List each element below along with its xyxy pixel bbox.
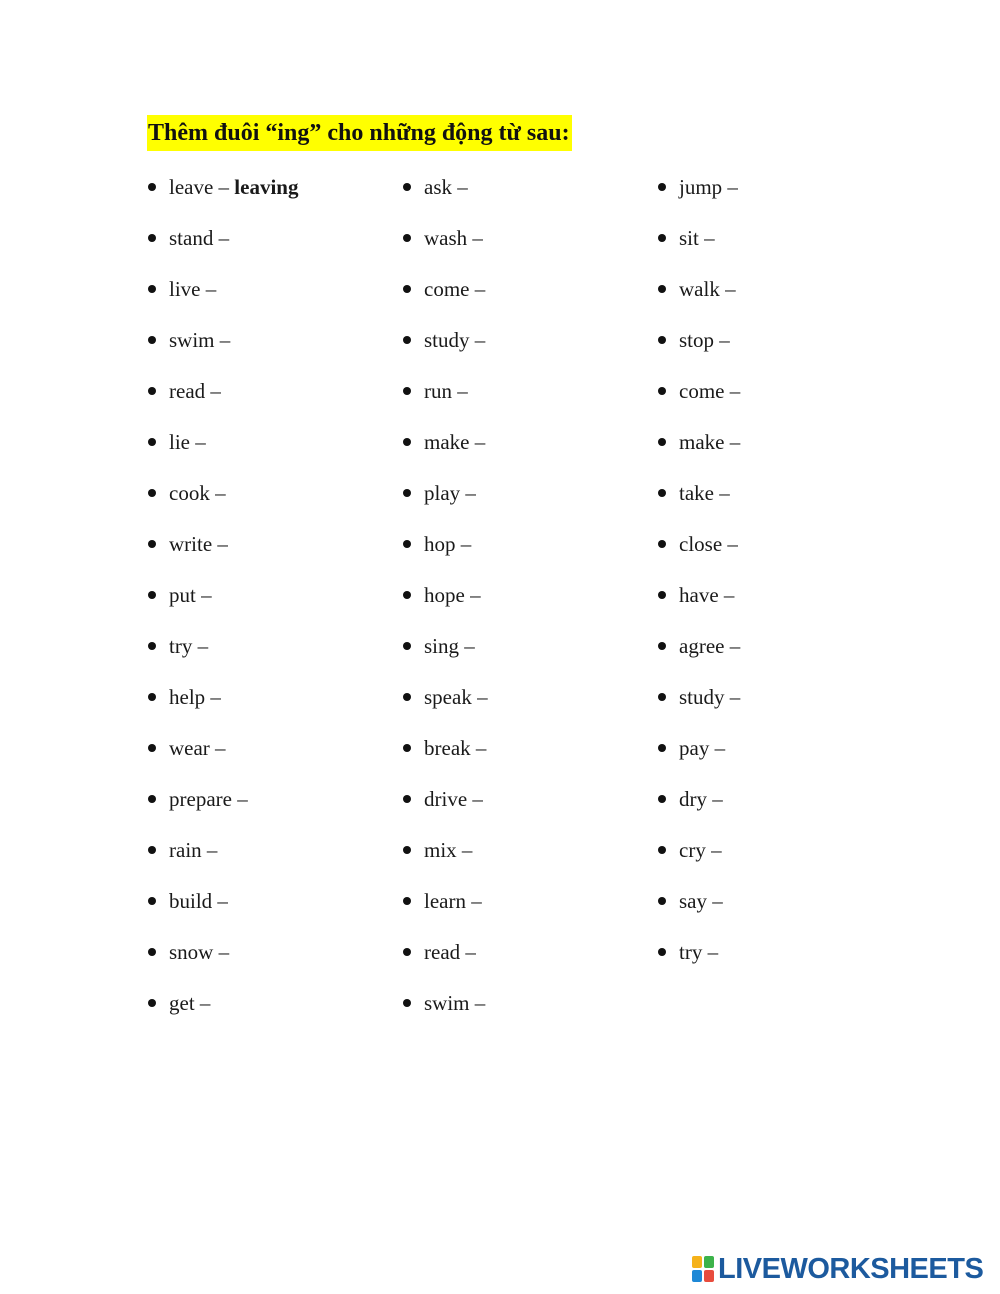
bullet-icon <box>658 540 666 548</box>
verb-word: cook – <box>169 481 226 505</box>
verb-item <box>400 626 488 677</box>
bullet-icon <box>148 285 156 293</box>
verb-item <box>400 932 488 983</box>
bullet-icon <box>658 336 666 344</box>
bullet-icon <box>658 948 666 956</box>
verb-item <box>145 728 298 779</box>
verb-word: snow – <box>169 940 230 964</box>
verb-item <box>400 575 488 626</box>
bullet-icon <box>403 285 411 293</box>
bullet-icon <box>403 744 411 752</box>
verb-word: build – <box>169 889 228 913</box>
verb-word: come – <box>679 379 741 403</box>
bullet-icon <box>658 693 666 701</box>
verb-word: sit – <box>679 226 715 250</box>
verb-word: live – <box>169 277 217 301</box>
bullet-icon <box>403 489 411 497</box>
bullet-icon <box>658 285 666 293</box>
verb-item <box>145 932 298 983</box>
verb-word: drive – <box>424 787 483 811</box>
verb-item <box>145 830 298 881</box>
bullet-icon <box>658 642 666 650</box>
verb-word: dry – <box>679 787 723 811</box>
bullet-icon <box>658 897 666 905</box>
verb-item <box>655 167 740 218</box>
liveworksheets-logo-icon <box>692 1256 714 1282</box>
bullet-icon <box>658 438 666 446</box>
verb-word: mix – <box>424 838 473 862</box>
verb-item <box>145 371 298 422</box>
verb-item <box>400 422 488 473</box>
verb-item <box>145 269 298 320</box>
bullet-icon <box>658 183 666 191</box>
bullet-icon <box>658 795 666 803</box>
verb-word: cry – <box>679 838 722 862</box>
bullet-icon <box>148 897 156 905</box>
bullet-icon <box>658 489 666 497</box>
bullet-icon <box>148 336 156 344</box>
bullet-icon <box>403 693 411 701</box>
bullet-icon <box>403 234 411 242</box>
bullet-icon <box>148 999 156 1007</box>
verb-item <box>655 830 740 881</box>
brand-name: LIVEWORKSHEETS <box>718 1253 984 1285</box>
verb-word: leave – <box>169 175 230 199</box>
bullet-icon <box>148 693 156 701</box>
verb-item <box>400 218 488 269</box>
verb-item <box>145 167 298 218</box>
bullet-icon <box>403 438 411 446</box>
verb-item <box>400 881 488 932</box>
verb-item <box>145 422 298 473</box>
verb-answer[interactable]: leaving <box>234 175 299 199</box>
verb-word: read – <box>169 379 221 403</box>
bullet-icon <box>148 795 156 803</box>
verb-item <box>655 881 740 932</box>
bullet-icon <box>658 591 666 599</box>
verb-item <box>145 677 298 728</box>
liveworksheets-brand <box>692 1252 983 1286</box>
bullet-icon <box>403 897 411 905</box>
bullet-icon <box>403 183 411 191</box>
verb-item <box>145 983 298 1034</box>
verb-list-column-3 <box>655 167 740 983</box>
verb-word: wear – <box>169 736 226 760</box>
verb-word: help – <box>169 685 221 709</box>
verb-word: put – <box>169 583 212 607</box>
bullet-icon <box>148 183 156 191</box>
bullet-icon <box>403 591 411 599</box>
bullet-icon <box>148 234 156 242</box>
verb-word: ask – <box>424 175 468 199</box>
verb-item <box>655 269 740 320</box>
bullet-icon <box>403 846 411 854</box>
verb-item <box>145 524 298 575</box>
verb-item <box>400 320 488 371</box>
verb-word: try – <box>679 940 719 964</box>
bullet-icon <box>658 846 666 854</box>
verb-word: play – <box>424 481 476 505</box>
verb-word: break – <box>424 736 487 760</box>
verb-word: make – <box>679 430 741 454</box>
verb-word: read – <box>424 940 476 964</box>
bullet-icon <box>148 642 156 650</box>
verb-word: get – <box>169 991 211 1015</box>
bullet-icon <box>148 744 156 752</box>
verb-list-column-1 <box>145 167 298 1034</box>
bullet-icon <box>658 234 666 242</box>
worksheet-title: Thêm đuôi “ing” cho những động từ sau: <box>147 115 572 151</box>
verb-item <box>145 626 298 677</box>
verb-word: study – <box>424 328 486 352</box>
verb-word: learn – <box>424 889 482 913</box>
bullet-icon <box>403 540 411 548</box>
verb-word: pay – <box>679 736 726 760</box>
verb-word: make – <box>424 430 486 454</box>
verb-item <box>655 218 740 269</box>
verb-item <box>400 473 488 524</box>
verb-item <box>400 371 488 422</box>
verb-item <box>655 779 740 830</box>
verb-word: come – <box>424 277 486 301</box>
verb-word: swim – <box>169 328 231 352</box>
verb-word: close – <box>679 532 738 556</box>
verb-item <box>145 575 298 626</box>
verb-word: hope – <box>424 583 481 607</box>
bullet-icon <box>148 438 156 446</box>
verb-item <box>400 269 488 320</box>
bullet-icon <box>148 489 156 497</box>
verb-item <box>400 167 488 218</box>
verb-item <box>145 779 298 830</box>
verb-item <box>400 779 488 830</box>
bullet-icon <box>148 948 156 956</box>
verb-word: walk – <box>679 277 736 301</box>
verb-item <box>400 983 488 1034</box>
bullet-icon <box>148 387 156 395</box>
verb-list-column-2 <box>400 167 488 1034</box>
verb-item <box>655 677 740 728</box>
verb-word: have – <box>679 583 735 607</box>
verb-item <box>655 473 740 524</box>
verb-item <box>145 473 298 524</box>
verb-word: lie – <box>169 430 206 454</box>
verb-item <box>655 932 740 983</box>
verb-word: try – <box>169 634 209 658</box>
bullet-icon <box>403 795 411 803</box>
verb-word: rain – <box>169 838 218 862</box>
bullet-icon <box>148 846 156 854</box>
bullet-icon <box>148 540 156 548</box>
bullet-icon <box>403 387 411 395</box>
verb-word: jump – <box>679 175 738 199</box>
verb-item <box>655 422 740 473</box>
verb-word: hop – <box>424 532 472 556</box>
verb-word: stop – <box>679 328 730 352</box>
verb-item <box>400 677 488 728</box>
verb-item <box>145 881 298 932</box>
verb-item <box>400 830 488 881</box>
verb-word: write – <box>169 532 228 556</box>
verb-word: speak – <box>424 685 488 709</box>
bullet-icon <box>403 948 411 956</box>
bullet-icon <box>148 591 156 599</box>
bullet-icon <box>403 642 411 650</box>
bullet-icon <box>403 336 411 344</box>
verb-word: take – <box>679 481 730 505</box>
verb-item <box>655 728 740 779</box>
bullet-icon <box>658 744 666 752</box>
verb-word: say – <box>679 889 723 913</box>
verb-word: swim – <box>424 991 486 1015</box>
verb-item <box>145 320 298 371</box>
verb-word: stand – <box>169 226 230 250</box>
verb-item <box>655 524 740 575</box>
verb-word: wash – <box>424 226 483 250</box>
bullet-icon <box>403 999 411 1007</box>
verb-item <box>400 524 488 575</box>
verb-word: agree – <box>679 634 741 658</box>
verb-word: prepare – <box>169 787 248 811</box>
verb-item <box>655 320 740 371</box>
verb-item <box>145 218 298 269</box>
verb-word: study – <box>679 685 741 709</box>
verb-item <box>655 371 740 422</box>
verb-item <box>655 575 740 626</box>
verb-item <box>400 728 488 779</box>
verb-word: run – <box>424 379 468 403</box>
bullet-icon <box>658 387 666 395</box>
verb-item <box>655 626 740 677</box>
verb-word: sing – <box>424 634 475 658</box>
